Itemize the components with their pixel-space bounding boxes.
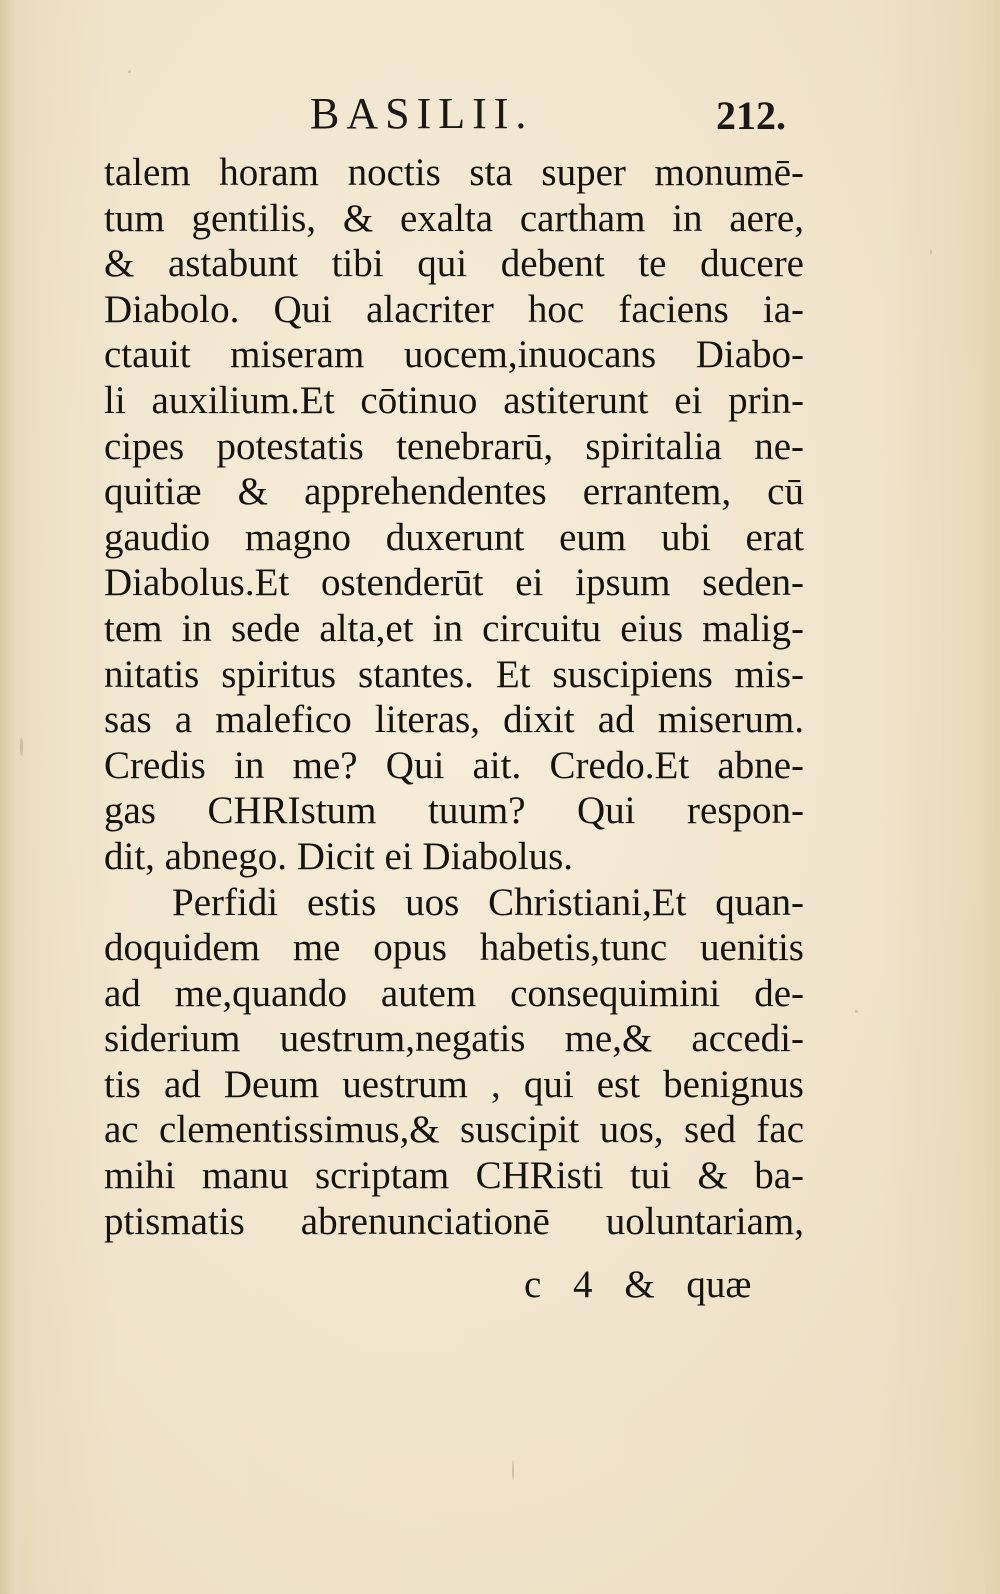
text-line: ctauit miseram uocem,inuocans Diabo- [104, 333, 804, 377]
running-head: BASILII. [310, 89, 534, 138]
text-line: sas a malefico literas, dixit ad miserum. [104, 698, 804, 742]
page-edge-shadow [984, 0, 1000, 1594]
text-line: nitatis spiritus stantes. Et suscipiens mis- [104, 652, 804, 696]
body-text [104, 150, 804, 1244]
text-line: ac clementissimus,& suscipit uos, sed fac [104, 1108, 804, 1152]
text-line: tis ad Deum uestrum , qui est benignus [104, 1062, 804, 1106]
signature-mark: c 4 [524, 1263, 593, 1306]
text-line: gaudio magno duxerunt eum ubi erat [104, 515, 804, 559]
text-line: quitiæ & apprehendentes errantem, cū [104, 470, 804, 514]
text-line: dit, abnego. Dicit ei Diabolus. [104, 834, 573, 878]
text-line: Diabolus.Et ostenderūt ei ipsum seden- [104, 561, 804, 605]
text-line: tum gentilis, & exalta cartham in aere, [104, 196, 804, 240]
text-line: li auxilium.Et cōtinuo astiterunt ei prin- [104, 378, 804, 422]
text-line: & astabunt tibi qui debent te ducere [104, 242, 804, 286]
text-line: ptismatis abrenunciationē uoluntariam, [104, 1199, 804, 1243]
paper-speck [20, 738, 23, 756]
paper-speck [128, 70, 131, 73]
text-line: siderium uestrum,negatis me,& accedi- [104, 1017, 804, 1061]
text-line: talem horam noctis sta super monumē- [104, 151, 804, 194]
text-line: cipes potestatis tenebrarū, spiritalia ne- [104, 424, 804, 468]
paper-speck [930, 250, 932, 254]
page-number: 212. [716, 93, 786, 138]
text-line: tem in sede alta,et in circuitu eius malig- [104, 606, 804, 650]
footer-line [524, 1262, 751, 1307]
catchword: & quæ [624, 1263, 752, 1306]
page-gutter-shadow [0, 0, 28, 1594]
text-line: mihi manu scriptam CHRisti tui & ba- [104, 1154, 804, 1198]
text-line: Credis in me? Qui ait. Credo.Et abne- [104, 743, 804, 787]
paper-speck [512, 1460, 514, 1480]
text-line: doquidem me opus habetis,tunc uenitis [104, 926, 804, 970]
text-line: ad me,quando autem consequimini de- [104, 971, 804, 1015]
text-line: Diabolo. Qui alacriter hoc faciens ia- [104, 287, 804, 331]
text-line-paragraph-start: Perfidi estis uos Christiani,Et quan- [172, 880, 804, 924]
text-line: gas CHRIstum tuum? Qui respon- [104, 789, 804, 833]
paper-speck [855, 1010, 858, 1013]
